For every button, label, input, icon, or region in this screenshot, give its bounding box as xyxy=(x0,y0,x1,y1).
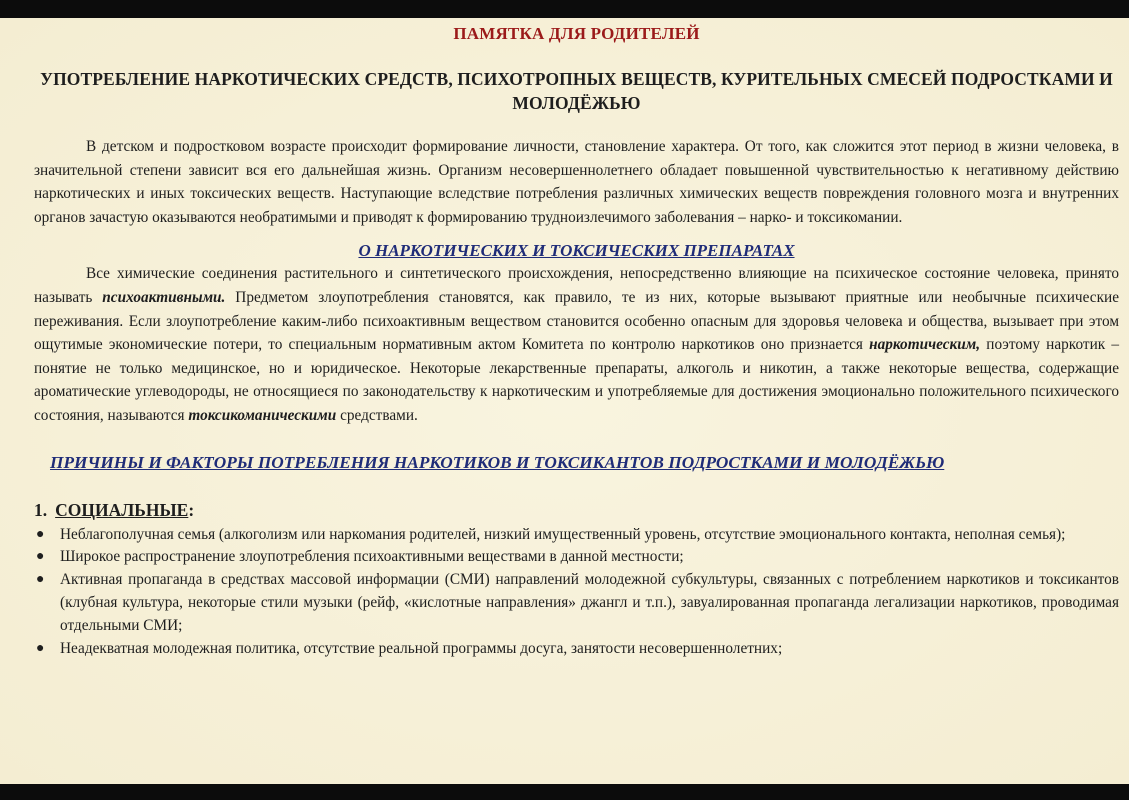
social-factors-list xyxy=(34,524,1119,661)
term-toxicomanic: токсикоманическими xyxy=(188,406,337,424)
list-item xyxy=(34,569,1119,637)
preparations-text-2: Предметом злоупотребления становятся, как правило, те из них, которые вызывают приятные или необычные психические переживания. Если злоупотребление каким-либо психоактивным веществом становится особенно опасным для здоровья человека и общества, вызывает при этом ощутимые экономические потери, то специальным нормативным актом Комитета по контролю наркотиков оно признается xyxy=(34,288,1119,354)
list-item-text: Неадекватная молодежная политика, отсутствие реальной программы досуга, занятости несовершеннолетних; xyxy=(60,639,783,657)
list-item xyxy=(34,524,1119,547)
bullet-icon: ● xyxy=(36,572,45,588)
intro-paragraph: В детском и подростковом возрасте происходит формирование личности, становление характера. От того, как сложится этот период в жизни человека, в значительной степени зависит вся его дальнейшая жизнь. Организм несовершеннолетнего обладает повышенной чувствительностью к негативному действию наркотических и иных токсических веществ. Наступающие вследствие потребления различных химических веществ повреждения головного мозга и внутренних органов зачастую оказываются необратимыми и приводят к формированию трудноизлечимого заболевания – нарко- и токсикомании. xyxy=(34,138,1119,226)
term-psychoactive: психоактивными. xyxy=(102,288,226,306)
list-item-text: Широкое распространение злоупотребления психоактивными веществами в данной местности; xyxy=(60,548,684,566)
preparations-text-4: средствами. xyxy=(340,406,418,424)
social-colon: : xyxy=(188,499,195,520)
bullet-icon: ● xyxy=(36,640,45,656)
list-item xyxy=(34,638,1119,661)
preparations-text-3: поэтому наркотик – понятие не только медицинское, но и юридическое. Некоторые лекарственные препараты, алкоголь и никотин, а также некоторые вещества, содержащие ароматические углеводороды, не относящиеся по законодательству к наркотическим и употребляемые для достижения эмоционально положительного психического состояния, называются xyxy=(34,336,1120,424)
document-page xyxy=(0,18,1129,784)
social-factors-heading xyxy=(34,498,1119,522)
bullet-icon: ● xyxy=(36,526,45,542)
social-label: СОЦИАЛЬНЫЕ xyxy=(55,499,189,520)
term-narcotic: наркотическим, xyxy=(869,336,981,354)
top-black-border xyxy=(0,0,1129,18)
list-item xyxy=(34,546,1119,569)
bottom-black-border xyxy=(0,784,1129,800)
preparations-paragraph xyxy=(34,262,1119,427)
list-item-text: Активная пропаганда в средствах массовой информации (СМИ) направлений молодежной субкультуры, связанных с потреблением наркотиков и токсикантов (клубная культура, некоторые стили музыки (рейф, «кислотные направления» джангл и т.п.), завуалированная пропаганда легализации наркотиков, проводимая отдельными СМИ; xyxy=(60,571,1119,634)
main-heading: УПОТРЕБЛЕНИЕ НАРКОТИЧЕСКИХ СРЕДСТВ, ПСИХОТРОПНЫХ ВЕЩЕСТВ, КУРИТЕЛЬНЫХ СМЕСЕЙ ПОДРОСТКАМИ И МОЛОДЁЖЬЮ xyxy=(40,69,1113,113)
preparations-text-1: Все химические соединения растительного и синтетического происхождения, непосредственно влияющие на психическое состояние человека, принято называть xyxy=(34,265,1119,306)
list-item-text: Неблагополучная семья (алкоголизм или наркомания родителей, низкий имущественный уровень, отсутствие эмоционального контакта, неполная семья); xyxy=(60,525,1066,543)
bullet-icon: ● xyxy=(36,549,45,565)
section-heading-preparations: О НАРКОТИЧЕСКИХ И ТОКСИЧЕСКИХ ПРЕПАРАТАХ xyxy=(358,241,795,261)
section-heading-causes: ПРИЧИНЫ И ФАКТОРЫ ПОТРЕБЛЕНИЯ НАРКОТИКОВ И ТОКСИКАНТОВ ПОДРОСТКАМИ И МОЛОДЁЖЬЮ xyxy=(50,452,945,472)
social-number: 1. xyxy=(34,499,48,520)
memo-title: ПАМЯТКА ДЛЯ РОДИТЕЛЕЙ xyxy=(453,24,700,43)
